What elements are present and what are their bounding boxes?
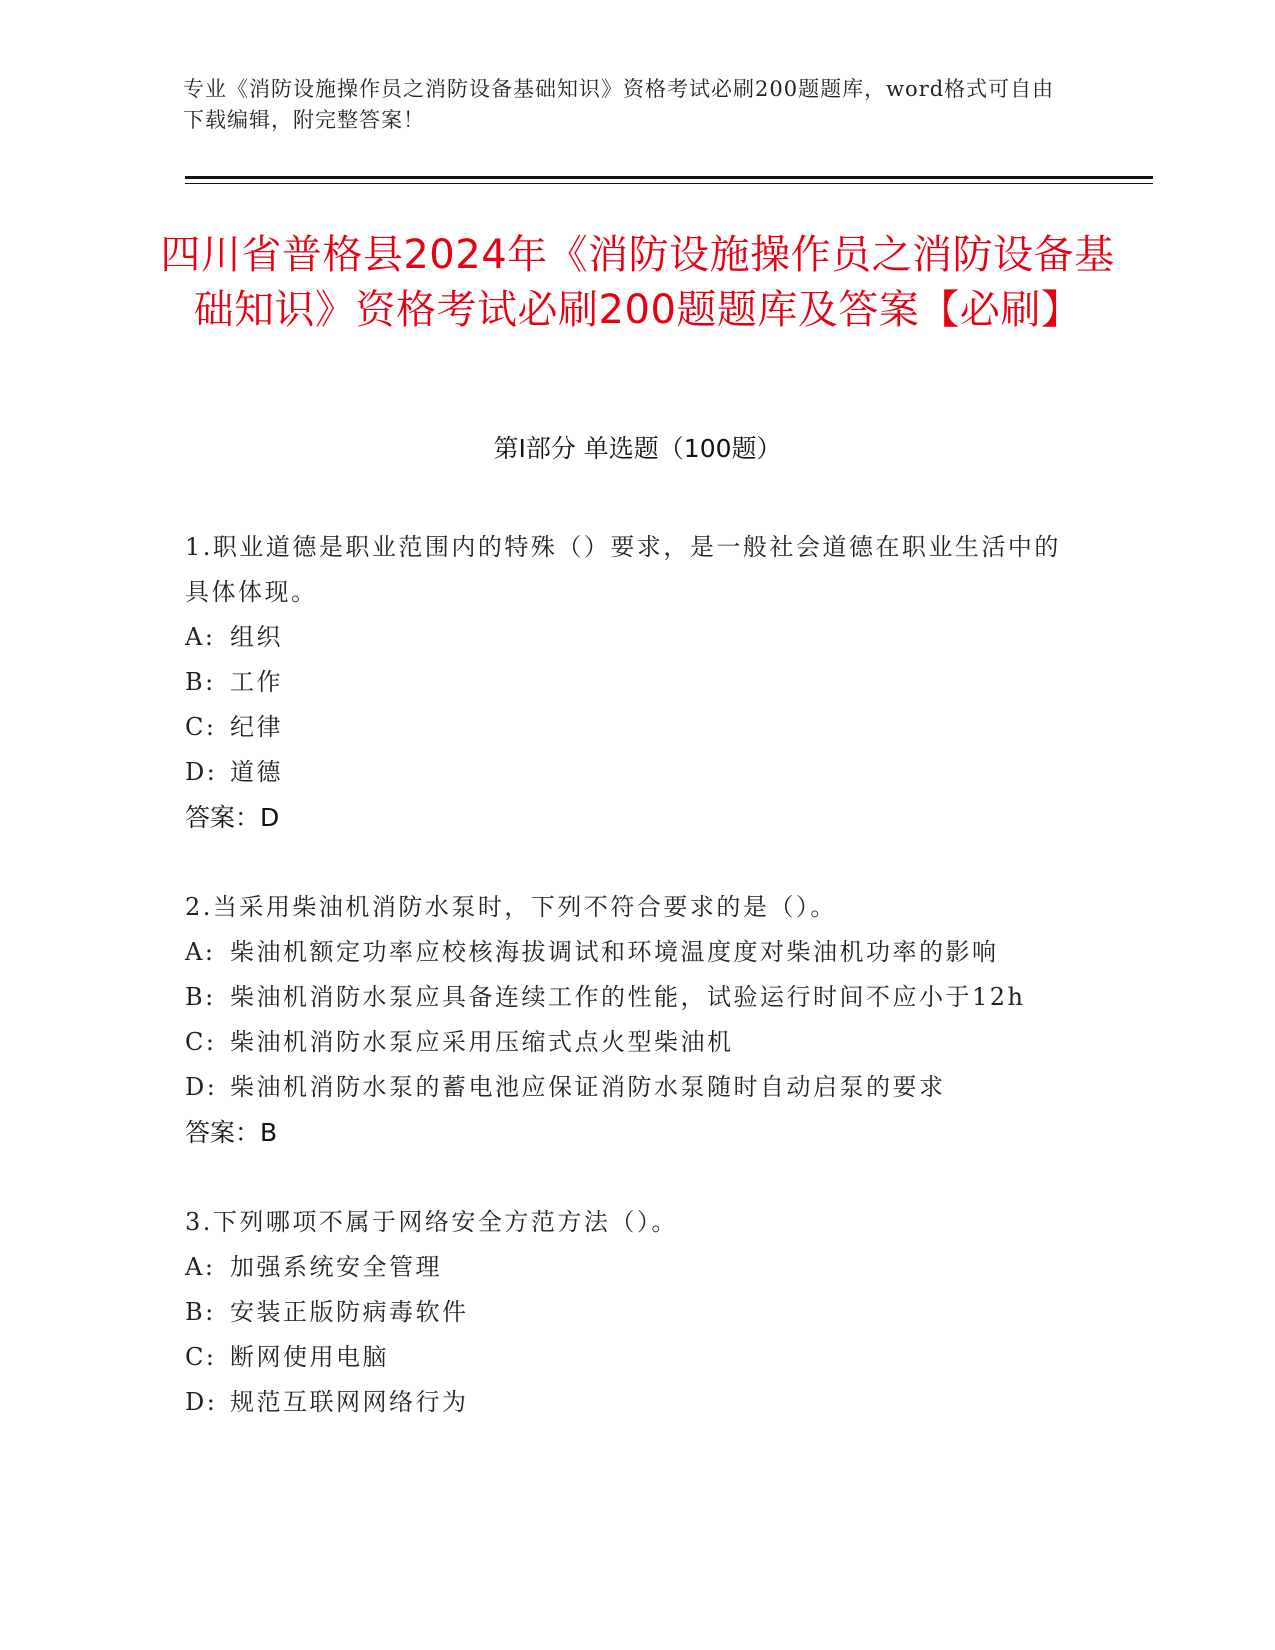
header-rule-thin: [185, 183, 1153, 184]
option-text: 柴油机消防水泵应采用压缩式点火型柴油机: [230, 1028, 734, 1056]
option-c: [185, 1335, 1065, 1380]
option-label: B:: [185, 668, 216, 696]
question-text: 3.下列哪项不属于网络安全方范方法（）。: [185, 1208, 678, 1236]
option-c: [185, 1020, 1065, 1065]
option-b: [185, 660, 1065, 705]
option-a: [185, 615, 1065, 660]
option-label: D:: [185, 1073, 218, 1101]
option-text: 纪律: [230, 713, 283, 741]
option-a: [185, 1245, 1065, 1290]
header-note: 专业《消防设施操作员之消防设备基础知识》资格考试必刷200题题库，word格式可自由下载编辑，附完整答案！: [183, 77, 1055, 132]
option-text: 规范互联网网络行为: [230, 1388, 469, 1416]
option-label: A:: [185, 1253, 216, 1281]
option-text: 组织: [230, 623, 283, 651]
question-3: [185, 1200, 1065, 1425]
option-text: 柴油机额定功率应校核海拔调试和环境温度度对柴油机功率的影响: [230, 938, 999, 966]
option-d: [185, 1380, 1065, 1425]
option-label: B:: [185, 983, 216, 1011]
answer-text: 答案：B: [185, 1118, 278, 1147]
option-label: C:: [185, 1343, 217, 1371]
header-rule-thick: [185, 176, 1153, 179]
option-text: 道德: [230, 758, 283, 786]
option-d: [185, 750, 1065, 795]
option-text: 工作: [230, 668, 283, 696]
option-c: [185, 705, 1065, 750]
question-1: [185, 525, 1065, 840]
option-label: A:: [185, 938, 216, 966]
option-b: [185, 975, 1065, 1020]
question-2: [185, 885, 1065, 1155]
option-text: 断网使用电脑: [230, 1343, 389, 1371]
option-label: D:: [185, 758, 218, 786]
question-text: 2.当采用柴油机消防水泵时，下列不符合要求的是（）。: [185, 893, 837, 921]
answer-text: 答案：D: [185, 803, 280, 832]
option-label: D:: [185, 1388, 218, 1416]
document-title: 四川省普格县2024年《消防设施操作员之消防设备基础知识》资格考试必刷200题题库及答案【必刷】: [160, 232, 1115, 333]
option-label: B:: [185, 1298, 216, 1326]
option-text: 柴油机消防水泵的蓄电池应保证消防水泵随时自动启泵的要求: [230, 1073, 946, 1101]
option-a: [185, 930, 1065, 975]
section-title: 第Ⅰ部分 单选题（100题）: [493, 434, 782, 463]
option-label: C:: [185, 1028, 217, 1056]
option-text: 柴油机消防水泵应具备连续工作的性能，试验运行时间不应小于12h: [230, 983, 1026, 1011]
option-label: A:: [185, 623, 216, 651]
option-d: [185, 1065, 1065, 1110]
option-b: [185, 1290, 1065, 1335]
question-list: [185, 525, 1065, 1470]
option-label: C:: [185, 713, 217, 741]
question-text: 1.职业道德是职业范围内的特殊（）要求，是一般社会道德在职业生活中的具体体现。: [185, 533, 1061, 606]
option-text: 加强系统安全管理: [230, 1253, 442, 1281]
option-text: 安装正版防病毒软件: [230, 1298, 469, 1326]
